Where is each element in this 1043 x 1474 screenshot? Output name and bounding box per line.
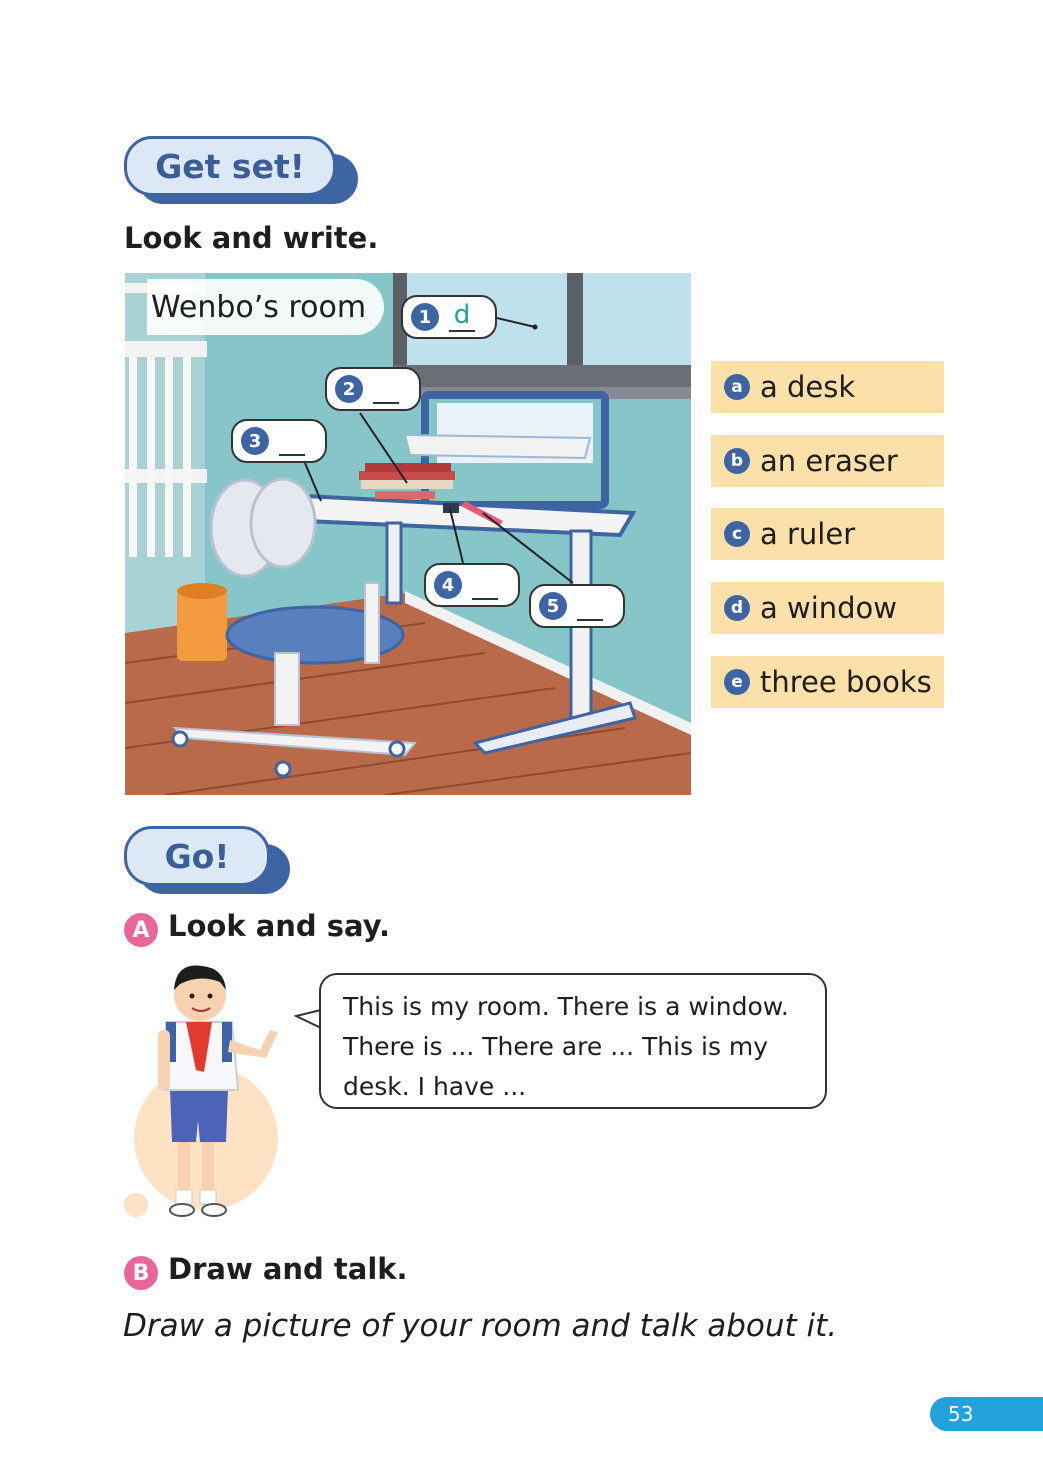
callout-4-number: 4 [434,571,462,599]
word-letter-d: d [724,595,750,621]
word-text-e: three books [760,665,932,699]
speech-line-3: desk. I have ... [343,1072,527,1101]
word-letter-e: e [724,669,750,695]
word-text-b: an eraser [760,444,898,478]
page-number: 53 [930,1397,1043,1431]
room-illustration [125,273,691,795]
get-set-title: Get set! [124,136,336,196]
callout-1 [401,295,497,339]
word-option-c [711,508,944,560]
callout-1-number: 1 [411,303,439,331]
callout-4 [424,563,520,607]
word-text-a: a desk [760,370,856,404]
speech-bubble [319,973,827,1109]
word-letter-b: b [724,448,750,474]
look-and-say-heading: Look and say. [168,909,390,943]
callout-5 [529,584,625,628]
room-label: Wenbo’s room [147,279,384,335]
draw-task-text: Draw a picture of your room and talk about it. [123,1308,838,1344]
callout-3 [231,419,327,463]
go-title: Go! [124,826,270,886]
word-option-e [711,656,944,708]
callout-3-answer[interactable] [279,426,305,456]
word-option-a [711,361,944,413]
draw-and-talk-heading: Draw and talk. [168,1252,408,1286]
callout-2 [325,367,421,411]
boy-illustration [120,960,295,1225]
callout-3-number: 3 [241,427,269,455]
callout-5-answer[interactable] [577,591,603,621]
callout-2-number: 2 [335,375,363,403]
word-option-b [711,435,944,487]
speech-line-1: This is my room. There is a window. [343,992,789,1021]
look-and-write-heading: Look and write. [124,221,379,255]
callout-2-answer[interactable] [373,374,399,404]
section-b-badge: B [124,1256,158,1290]
speech-line-2: There is ... There are ... This is my [343,1032,769,1061]
section-a-badge: A [124,913,158,947]
word-letter-c: c [724,521,750,547]
word-text-c: a ruler [760,517,856,551]
callout-4-answer[interactable] [472,570,498,600]
word-text-d: a window [760,591,898,625]
room-scene-art [125,273,691,795]
word-option-d [711,582,944,634]
callout-1-answer[interactable]: d [449,302,475,332]
callout-5-number: 5 [539,592,567,620]
word-letter-a: a [724,374,750,400]
